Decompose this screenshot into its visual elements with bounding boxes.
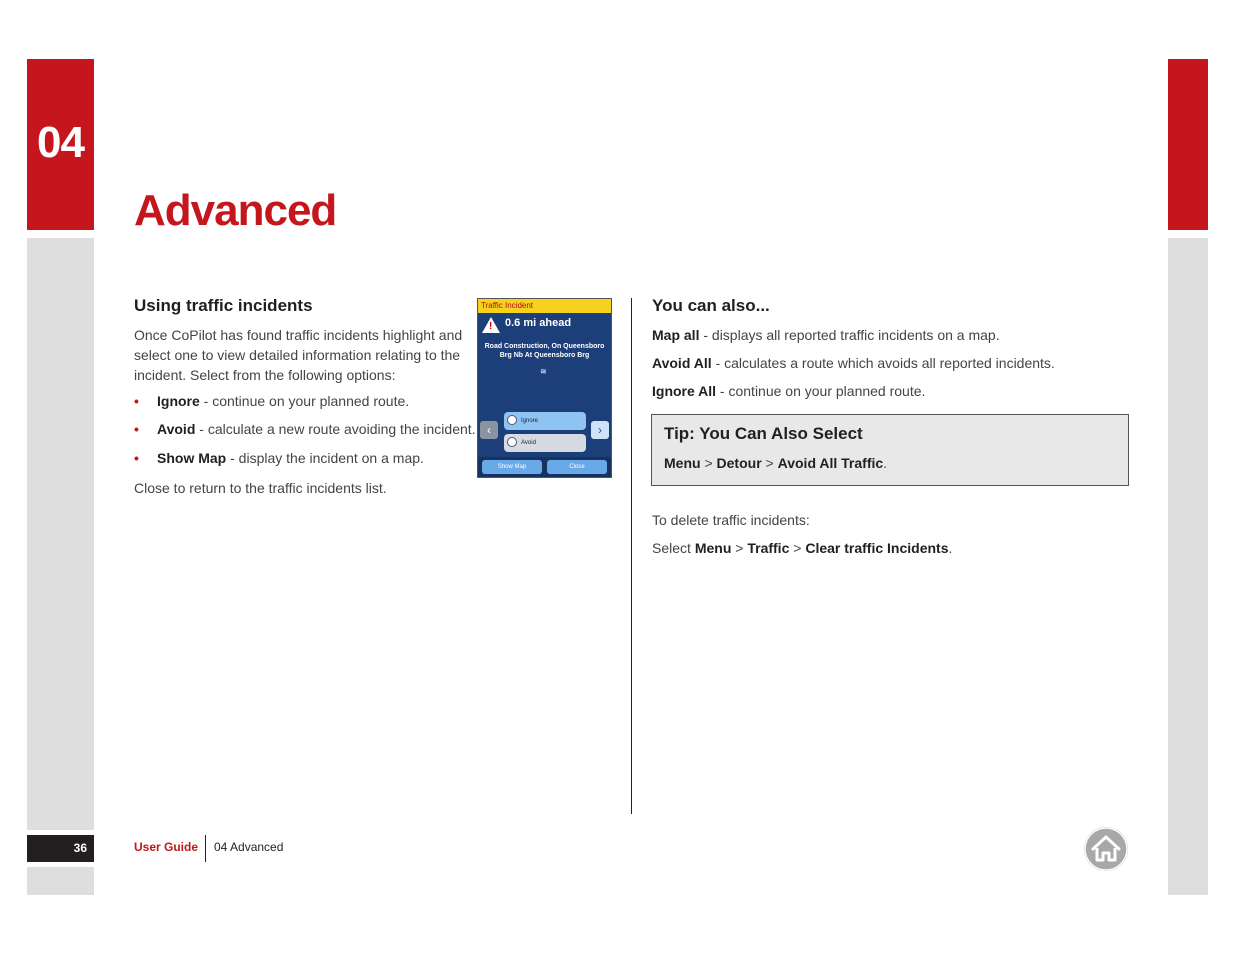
path-end: .: [948, 540, 953, 556]
tip-box: [651, 414, 1129, 486]
left-sidebar: [27, 238, 94, 830]
item-term: Ignore All: [652, 383, 717, 399]
device-distance: 0.6 mi ahead: [505, 317, 572, 329]
item-desc: - calculates a route which avoids all reported incidents.: [711, 355, 1055, 371]
item-desc: - displays all reported traffic incidents on a map.: [699, 327, 1000, 343]
path-step: Clear traffic Incidents: [805, 540, 949, 556]
left-sidebar-bottom: [27, 867, 94, 895]
device-road-info: Road Construction, On Queensboro Brg Nb At Queensboro Brg: [484, 343, 605, 359]
footer-divider: [205, 835, 206, 862]
chapter-number: 04: [37, 118, 84, 167]
footer-chapter: 04 Advanced: [214, 840, 284, 854]
device-title-bar: Traffic Incident: [478, 299, 612, 313]
path-sep: >: [700, 455, 717, 471]
item-term: Avoid All: [652, 355, 712, 371]
bullet-dot: •: [134, 393, 139, 409]
section-heading-traffic: Using traffic incidents: [134, 296, 313, 315]
section-intro: Once CoPilot has found traffic incidents highlight and select one to view detailed information relating to the incident. Select from the following options:: [134, 327, 463, 383]
path-step: Avoid All Traffic: [777, 455, 884, 471]
delete-menu-path: [652, 538, 952, 558]
option-term: Show Map: [157, 450, 227, 466]
path-prefix: Select: [652, 540, 695, 556]
footer-guide-link[interactable]: User Guide: [134, 840, 199, 854]
signal-icon: ≋: [540, 367, 547, 376]
path-step: Traffic: [747, 540, 790, 556]
path-end: .: [883, 455, 888, 471]
device-screenshot: [477, 298, 612, 478]
path-step: Menu: [664, 455, 701, 471]
device-show-map-button: Show Map: [482, 460, 542, 474]
path-sep: >: [731, 540, 748, 556]
delete-note: To delete traffic incidents:: [652, 512, 810, 528]
path-step: Menu: [694, 540, 732, 556]
warning-mark: !: [489, 321, 493, 332]
bullet-dot: •: [134, 421, 139, 437]
device-option-label: Avoid: [521, 440, 536, 446]
page-number: 36: [73, 841, 87, 855]
option-term: Ignore: [157, 393, 200, 409]
tip-title: Tip: You Can Also Select: [664, 424, 863, 443]
device-option-ignore: [504, 412, 586, 430]
chevron-right-icon: ›: [591, 421, 609, 439]
section-heading-also: You can also...: [652, 296, 770, 315]
path-step: Detour: [716, 455, 762, 471]
page-title: Advanced: [134, 186, 337, 235]
tip-menu-path: [664, 453, 887, 473]
radio-icon: [507, 437, 517, 447]
option-desc: - calculate a new route avoiding the incident.: [195, 421, 476, 437]
path-sep: >: [789, 540, 806, 556]
radio-icon: [507, 415, 517, 425]
bullet-dot: •: [134, 450, 139, 466]
close-note: Close to return to the traffic incidents list.: [134, 480, 387, 496]
bullet-ignore: [134, 393, 409, 409]
also-item-avoid-all: [652, 353, 1055, 373]
chevron-left-icon: ‹: [480, 421, 498, 439]
right-tab: [1168, 59, 1208, 230]
option-desc: - display the incident on a map.: [226, 450, 424, 466]
also-item-ignore-all: [652, 381, 925, 401]
option-desc: - continue on your planned route.: [199, 393, 410, 409]
item-term: Map all: [652, 327, 700, 343]
bullet-show-map: [134, 450, 424, 466]
device-option-label: Ignore: [521, 418, 539, 424]
bullet-avoid: [134, 421, 476, 437]
path-sep: >: [761, 455, 778, 471]
right-sidebar: [1168, 238, 1208, 895]
option-term: Avoid: [157, 421, 196, 437]
home-icon: [1084, 827, 1128, 871]
device-close-button: Close: [547, 460, 607, 474]
home-button[interactable]: [1084, 827, 1128, 871]
also-item-map-all: [652, 325, 1000, 345]
column-divider: [631, 298, 632, 814]
item-desc: - continue on your planned route.: [716, 383, 926, 399]
device-option-avoid: [504, 434, 586, 452]
